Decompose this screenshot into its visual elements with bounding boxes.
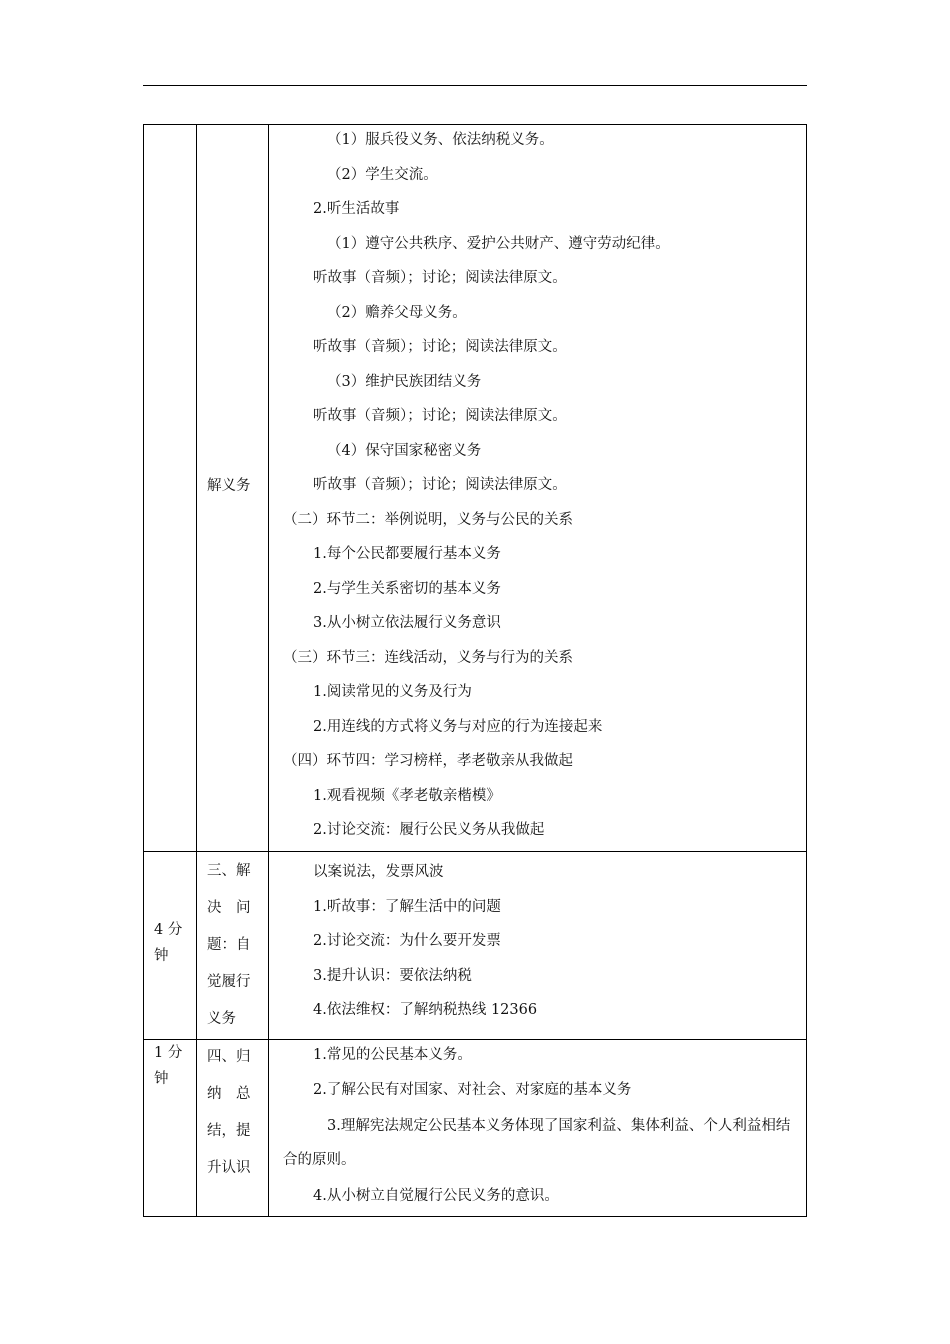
content-line: 听故事（音频）；讨论；阅读法律原文。 xyxy=(313,408,567,424)
content-line: 1.常见的公民基本义务。 xyxy=(313,1047,472,1063)
stage-cell xyxy=(197,852,269,1040)
time-cell xyxy=(144,852,197,1040)
content-line: （3）维护民族团结义务 xyxy=(327,373,482,390)
content-line: （四）环节四：学习榜样，孝老敬亲从我做起 xyxy=(283,753,573,769)
table-row-explain-duties xyxy=(144,125,807,852)
stage-label-line: 结，提 xyxy=(207,1123,251,1139)
content-cell xyxy=(269,125,807,852)
content-line: （三）环节三：连线活动，义务与行为的关系 xyxy=(283,649,573,666)
stage-label-line: 升认识 xyxy=(207,1160,251,1176)
time-label-line: 钟 xyxy=(154,948,169,964)
content-line: 2.与学生关系密切的基本义务 xyxy=(313,580,501,597)
content-line: （2）学生交流。 xyxy=(327,166,438,183)
content-line: （2）赡养父母义务。 xyxy=(327,304,467,321)
table-row-summary xyxy=(144,1040,807,1217)
time-label-line: 钟 xyxy=(154,1071,169,1087)
content-line: 3.理解宪法规定公民基本义务体现了国家利益、集体利益、个人利益相结合的原则。 xyxy=(283,1118,791,1168)
time-label-line: 4 分 xyxy=(154,922,183,938)
content-line: 听故事（音频）；讨论；阅读法律原文。 xyxy=(313,477,567,493)
content-lines xyxy=(269,1040,806,1216)
stage-label-line: 纳 总 xyxy=(207,1086,251,1102)
lesson-plan-table xyxy=(143,124,807,1217)
content-line: 听故事（音频）；讨论；阅读法律原文。 xyxy=(313,339,567,355)
content-line: （1）遵守公共秩序、爱护公共财产、遵守劳动纪律。 xyxy=(327,235,670,252)
time-cell xyxy=(144,1040,197,1217)
content-line: 1.观看视频《孝老敬亲楷模》 xyxy=(313,787,501,804)
content-line: 1.听故事：了解生活中的问题 xyxy=(313,898,501,915)
stage-label-line: 题：自 xyxy=(207,937,251,953)
content-line: 2.讨论交流：履行公民义务从我做起 xyxy=(313,822,545,838)
content-line: 听故事（音频）；讨论；阅读法律原文。 xyxy=(313,270,567,286)
content-line: 以案说法，发票风波 xyxy=(313,864,444,880)
content-line: 2.了解公民有对国家、对社会、对家庭的基本义务 xyxy=(313,1081,632,1098)
content-line: 4.依法维权：了解纳税热线 12366 xyxy=(313,1002,538,1018)
content-line: （二）环节二：举例说明，义务与公民的关系 xyxy=(283,511,573,528)
content-line: 1.每个公民都要履行基本义务 xyxy=(313,546,501,562)
content-line: 1.阅读常见的义务及行为 xyxy=(313,684,472,700)
content-cell xyxy=(269,852,807,1040)
content-line: 2.用连线的方式将义务与对应的行为连接起来 xyxy=(313,718,603,735)
content-line: 3.从小树立依法履行义务意识 xyxy=(313,615,501,631)
content-line: 4.从小树立自觉履行公民义务的意识。 xyxy=(313,1188,559,1204)
content-line: （4）保守国家秘密义务 xyxy=(327,442,482,459)
header-rule xyxy=(143,85,807,86)
content-line: 2.讨论交流：为什么要开发票 xyxy=(313,933,501,949)
stage-label-line: 觉履行 xyxy=(207,974,251,990)
content-lines xyxy=(269,852,806,1030)
stage-cell xyxy=(197,125,269,852)
stage-label: 解义务 xyxy=(207,477,251,494)
content-line: 2.听生活故事 xyxy=(313,201,400,217)
content-line: （1）服兵役义务、依法纳税义务。 xyxy=(327,132,554,148)
content-lines xyxy=(269,125,806,850)
content-line: 3.提升认识：要依法纳税 xyxy=(313,967,472,984)
content-cell xyxy=(269,1040,807,1217)
table-row-solve-problem xyxy=(144,852,807,1040)
stage-label-line: 决 问 xyxy=(207,900,251,916)
stage-label-line: 四、归 xyxy=(207,1049,251,1065)
stage-cell xyxy=(197,1040,269,1217)
stage-label-line: 义务 xyxy=(207,1011,236,1027)
time-cell-empty xyxy=(144,125,197,852)
time-label-line: 1 分 xyxy=(154,1045,183,1061)
stage-label-line: 三、解 xyxy=(207,863,251,879)
